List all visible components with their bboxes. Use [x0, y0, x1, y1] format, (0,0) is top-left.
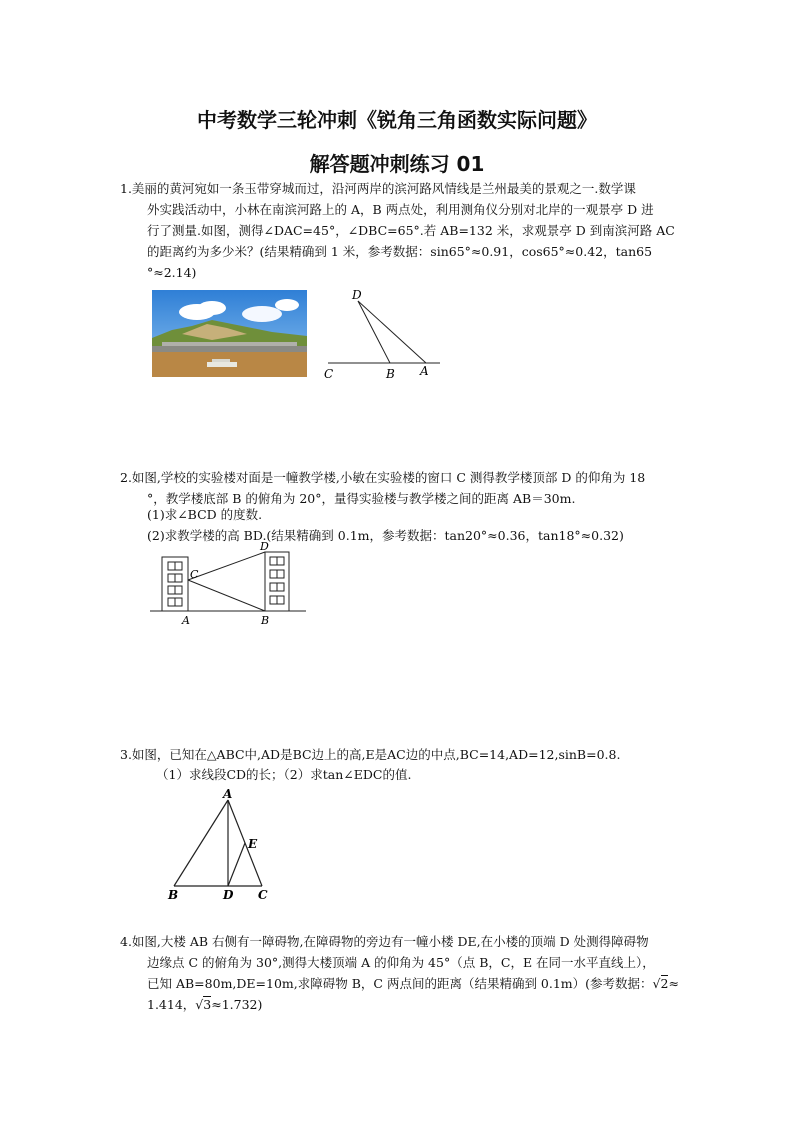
- label-B: B: [168, 888, 179, 902]
- figure-q1: [318, 283, 448, 383]
- label-C: C: [190, 568, 199, 581]
- q4-line4-end: ≈1.732): [211, 997, 263, 1012]
- segment-DE: [228, 843, 245, 886]
- sqrt-3-value: 3: [203, 997, 212, 1012]
- q2-sub-2: (2)求教学楼的高 BD.(结果精确到 0.1m，参考数据：tan20°≈0.36，tan18°≈0.32): [147, 528, 624, 543]
- figure-q3: [162, 786, 282, 902]
- q1-line: 行了测量.如图，测得∠DAC=45°，∠DBC=65°.若 AB=132 米，求观景亭 D 到南滨河路 AC: [147, 223, 675, 238]
- sqrt-2-value: 2: [660, 976, 669, 991]
- q4-line: 4.如图,大楼 AB 右侧有一障碍物,在障碍物的旁边有一幢小楼 DE,在小楼的顶端 D 处测得障碍物: [120, 934, 649, 949]
- q4-line: [120, 973, 679, 994]
- q4-line4-text: 1.414，: [147, 997, 196, 1012]
- approx-symbol: ≈: [668, 976, 679, 991]
- q1-line: °≈2.14): [147, 265, 197, 280]
- river-photo: [152, 290, 307, 377]
- question-2: [120, 467, 645, 509]
- q1-line: 外实践活动中，小林在南滨河路上的 A，B 两点处，利用测角仪分别对北岸的一观景亭 D 进: [147, 202, 654, 217]
- line-DA: [358, 301, 426, 363]
- sqrt-symbol: √: [195, 997, 204, 1012]
- label-B: B: [386, 367, 395, 381]
- label-D: D: [223, 888, 234, 902]
- sqrt-symbol: √: [652, 976, 661, 991]
- label-D: D: [352, 288, 362, 302]
- label-A: A: [223, 787, 233, 801]
- q2-sub-1: (1)求∠BCD 的度数.: [147, 507, 263, 522]
- label-A: A: [420, 364, 429, 378]
- label-B: B: [261, 614, 270, 627]
- q3-sub: （1）求线段CD的长；（2）求tan∠EDC的值.: [156, 767, 412, 782]
- question-3: [120, 744, 620, 765]
- line-DB: [358, 301, 390, 363]
- q4-line: [120, 994, 679, 1015]
- question-1: [120, 178, 675, 283]
- line-CD: [188, 552, 265, 580]
- figure-q2: [148, 540, 308, 630]
- question-4: [120, 931, 679, 1015]
- q4-line3-text: 已知 AB=80m,DE=10m,求障碍物 B，C 两点间的距离（结果精确到 0.1m）(参考数据：: [147, 976, 653, 991]
- q3-line: 3.如图，已知在△ABC中,AD是BC边上的高,E是AC边的中点,BC=14,AD=12,sinB=0.8.: [120, 747, 621, 762]
- q2-line: °，教学楼底部 B 的俯角为 20°，量得实验楼与教学楼之间的距离 AB＝30m.: [147, 491, 576, 506]
- line-CB: [188, 580, 265, 611]
- q2-line: 2.如图,学校的实验楼对面是一幢教学楼,小敏在实验楼的窗口 C 测得教学楼顶部 D 的仰角为 18: [120, 470, 646, 485]
- label-E: E: [248, 837, 258, 851]
- label-A: A: [182, 614, 190, 627]
- label-D: D: [260, 540, 269, 553]
- label-C: C: [258, 888, 268, 902]
- q4-line: 边缘点 C 的俯角为 30°,测得大楼顶端 A 的仰角为 45°（点 B，C，E 在同一水平直线上），: [147, 955, 655, 970]
- label-C: C: [324, 367, 334, 381]
- q1-line: 1.美丽的黄河宛如一条玉带穿城而过，沿河两岸的滨河路风情线是兰州最美的景观之一.数学课: [120, 181, 636, 196]
- page-subtitle: 解答题冲刺练习 01: [309, 152, 485, 176]
- q1-line: 的距离约为多少米？(结果精确到 1 米，参考数据：sin65°≈0.91，cos65°≈0.42，tan65: [147, 244, 653, 259]
- page-title: 中考数学三轮冲刺《锐角三角函数实际问题》: [197, 108, 597, 132]
- side-AB: [174, 800, 228, 886]
